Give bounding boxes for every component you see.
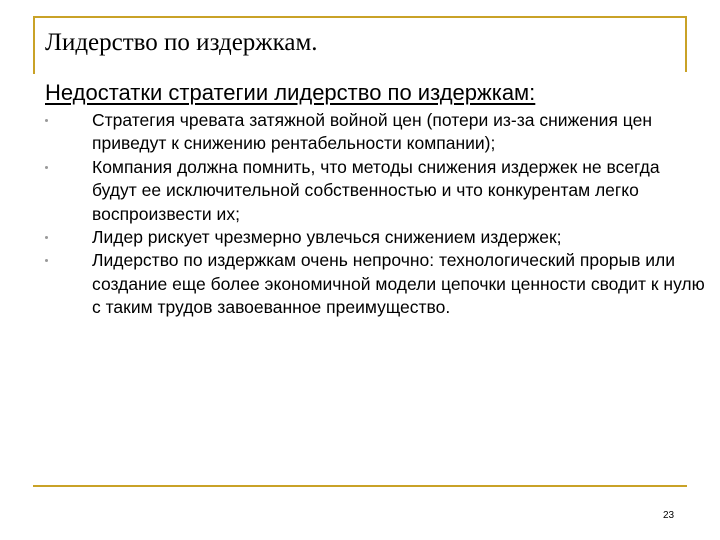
- frame-left-line: [33, 16, 35, 74]
- bullet-item: [45, 249, 705, 319]
- bullet-text: Лидер рискует чрезмерно увлечься снижением издержек;: [92, 227, 562, 248]
- frame-right-line: [685, 16, 687, 72]
- frame-top-line: [33, 16, 687, 18]
- bullet-item: [45, 156, 705, 226]
- bullet-dot-icon: [45, 166, 48, 169]
- bullet-item: [45, 109, 705, 156]
- bullet-dot-icon: [45, 259, 48, 262]
- slide-title: Лидерство по издержкам.: [45, 29, 318, 56]
- bullet-dot-icon: [45, 236, 48, 239]
- frame-bottom-line: [33, 485, 687, 487]
- page-number: 23: [663, 510, 675, 521]
- bullet-text: Стратегия чревата затяжной войной цен (потери из-за снижения цен приведут к снижению рентабельности компании);: [92, 110, 653, 154]
- bullet-dot-icon: [45, 119, 48, 122]
- bullet-list: [45, 109, 705, 320]
- bullet-text: Компания должна помнить, что методы снижения издержек не всегда будут ее исключительной собственностью и что конкурентам легко воспроизвести их;: [92, 156, 660, 224]
- section-subtitle: Недостатки стратегии лидерство по издержкам:: [45, 80, 536, 105]
- bullet-item: [45, 226, 705, 249]
- bullet-text: Лидерство по издержкам очень непрочно: технологический прорыв или создание еще более экономичной модели цепочки ценности сводит к нулю с таким трудов завоеванное преимущество.: [92, 250, 705, 318]
